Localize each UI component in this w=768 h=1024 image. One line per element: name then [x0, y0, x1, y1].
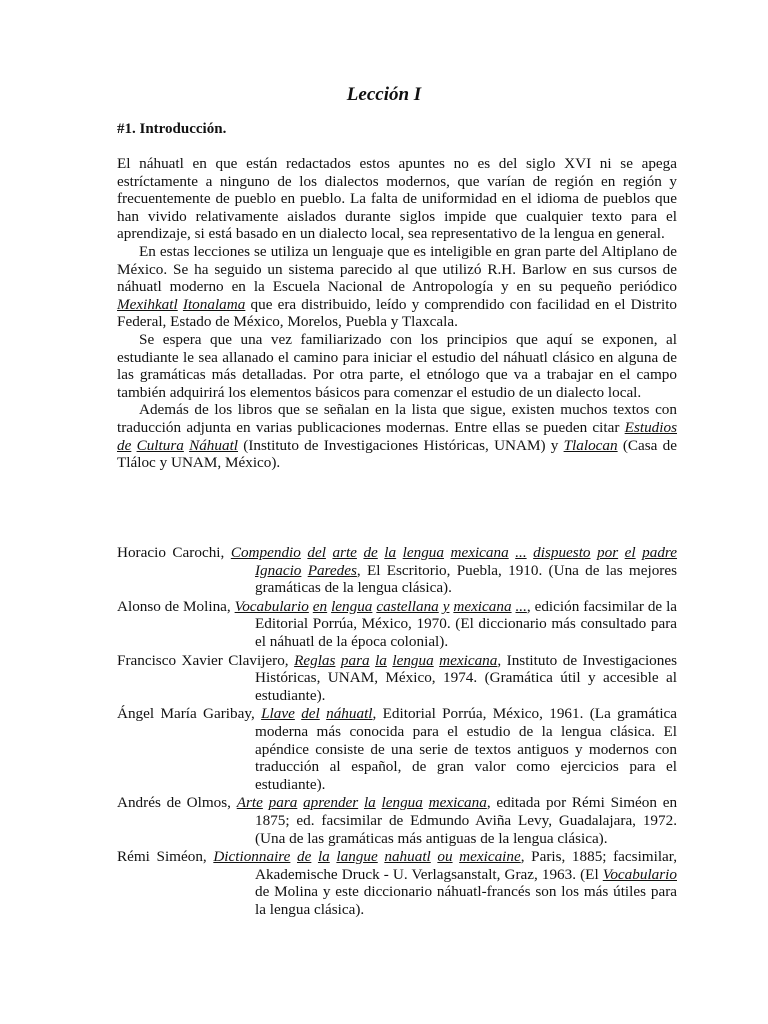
bibliography-list [117, 544, 677, 919]
text-run [290, 848, 297, 865]
underlined-title: la [317, 848, 330, 866]
bibliography-entry [117, 705, 677, 793]
underlined-title: mexicana [439, 651, 498, 669]
underlined-title: padre [642, 544, 678, 561]
underlined-title: náhuatl [326, 705, 373, 723]
underlined-title: dispuesto [533, 544, 591, 561]
bibliography-entry [117, 652, 677, 705]
underlined-title: mexicana [453, 597, 512, 615]
underlined-title: de [117, 436, 132, 454]
text-run: , edición facsimilar de la Editorial Porrúa, México, 1970. (El diccionario más consultado para el náhuatl de la época colonial). [255, 597, 678, 650]
underlined-title: langue [336, 848, 378, 866]
text-run: que era distribuido, leído y comprendido con facilidad en el Distrito Federal, Estado de México, Morelos, Puebla y Tlaxcala. [117, 295, 678, 331]
underlined-title: la [384, 544, 397, 561]
text-run: Andrés de Olmos, [117, 794, 237, 812]
underlined-title: de [363, 544, 378, 561]
underlined-title: ... [515, 544, 527, 561]
text-run: de Molina y este diccionario náhuatl-francés son los más útiles para la lengua clásica). [255, 883, 677, 918]
underlined-title: Vocabulario [602, 865, 677, 883]
underlined-title: la [375, 651, 387, 669]
underlined-title: Tlalocan [563, 436, 618, 454]
underlined-title: del [307, 544, 326, 561]
underlined-title: Compendio [230, 544, 301, 561]
bibliography-entry [117, 544, 677, 597]
paragraph [117, 155, 677, 243]
text-run: Horacio Carochi, [117, 544, 231, 561]
underlined-title: mexicaine [459, 848, 521, 866]
underlined-title: para [340, 651, 370, 669]
body-text [117, 155, 677, 472]
bibliography-entry [117, 598, 677, 651]
underlined-title: lengua [402, 544, 444, 561]
text-run: , editada por Rémi Siméon en 1875; ed. facsimilar de Edmundo Aviña Levy, Guadalajara, 1972. (Una de las gramáticas más antiguas de la lengua clásica). [255, 794, 678, 847]
underlined-title: el [624, 544, 636, 561]
underlined-title: mexicana [428, 794, 487, 812]
underlined-title: en [312, 597, 328, 615]
text-run: (Instituto de Investigaciones Históricas, UNAM) y [238, 436, 564, 454]
underlined-title: Paredes [307, 561, 357, 579]
text-run: , Editorial Porrúa, México, 1961. (La gramática moderna más conocida para el estudio de la lengua clásica. El apéndice consiste de una serie de textos antiguos y modernos con traducción al español, de gran valor como ejercicios para el estudiante). [255, 705, 678, 793]
underlined-title: del [301, 705, 320, 723]
underlined-title: Ignacio [255, 561, 302, 579]
text-run: En estas lecciones se utiliza un lenguaje que es inteligible en gran parte del Altiplano de México. Se ha seguido un sistema parecido al que utilizó R.H. Barlow en sus cursos de náhuatl moderno en la Escuela Nacional de Antropología y en su pequeño periódico [117, 242, 677, 296]
underlined-title: Llave [261, 705, 295, 723]
underlined-title: lengua [381, 794, 423, 812]
text-run: Francisco Xavier Clavijero, [117, 651, 295, 669]
paragraph [117, 243, 677, 331]
text-run: Rémi Siméon, [117, 848, 214, 866]
underlined-title: Vocabulario [234, 597, 309, 615]
underlined-title: Estudios [624, 418, 677, 436]
paragraph [117, 401, 677, 471]
underlined-title: para [268, 794, 298, 812]
underlined-title: lengua [392, 651, 434, 669]
underlined-title: Itonalama [182, 295, 246, 313]
section-heading: #1. Introducción. [117, 121, 227, 137]
underlined-title: Cultura [136, 436, 184, 454]
bibliography-entry [117, 848, 677, 918]
text-run: Alonso de Molina, [117, 597, 235, 615]
text-run: (Casa de Tláloc y UNAM, México). [117, 436, 677, 472]
text-run: , Paris, 1885; facsimilar, Akademische Druck - U. Verlagsanstalt, Graz, 1963. (El [255, 848, 678, 883]
text-run [311, 848, 318, 865]
underlined-title: Reglas [294, 651, 336, 669]
underlined-title: Mexihkatl [117, 295, 178, 313]
text-run: Además de los libros que se señalan en la lista que sigue, existen muchos textos con traducción adjunta en varias publicaciones modernas. Entre ellas se pueden citar [117, 401, 677, 436]
underlined-title: ... [515, 597, 527, 615]
underlined-title: por [597, 544, 619, 561]
underlined-title: castellana [376, 597, 439, 615]
underlined-title: lengua [331, 597, 373, 615]
underlined-title: aprender [303, 794, 359, 812]
underlined-title: la [363, 794, 376, 812]
underlined-title: y [442, 597, 450, 615]
text-run: Se espera que una vez familiarizado con los principios que aquí se exponen, al estudiante le sea allanado el camino para iniciar el estudio del náhuatl clásico en alguna de las gramáticas más detalladas. Por otra parte, el etnólogo que va a trabajar en el campo también adquirirá los elementos básicos para comenzar el estudio de un dialecto local. [117, 330, 677, 401]
underlined-title: Arte [236, 794, 263, 812]
paragraph [117, 331, 677, 401]
underlined-title: nahuatl [384, 848, 431, 866]
text-run: El náhuatl en que están redactados estos apuntes no es del siglo XVI ni se apega estríctamente a ninguno de los dialectos modernos, que varían de región en región y frecuentemente de pueblo en pueblo. La falta de uniformidad en el idioma de pueblos que han vivido relativamente aislados durante siglos impide que cualquier texto para el aprendizaje, si está basado en un dialecto local, sea representativo de la lengua en general. [117, 155, 677, 243]
underlined-title: de [297, 848, 312, 866]
underlined-title: mexicana [450, 544, 509, 561]
underlined-title: Dictionnaire [213, 848, 291, 866]
text-run: , El Escritorio, Puebla, 1910. (Una de las mejores gramáticas de la lengua clásica). [255, 561, 677, 597]
underlined-title: Náhuatl [189, 436, 239, 454]
underlined-title: ou [437, 848, 453, 866]
bibliography-entry [117, 794, 677, 847]
underlined-title: arte [332, 544, 357, 561]
text-run: , Instituto de Investigaciones Históricas, UNAM, México, 1974. (Gramática útil y accesible al estudiante). [255, 651, 678, 704]
page-title: Lección I [346, 84, 422, 105]
text-run: Ángel María Garibay, [117, 705, 262, 723]
